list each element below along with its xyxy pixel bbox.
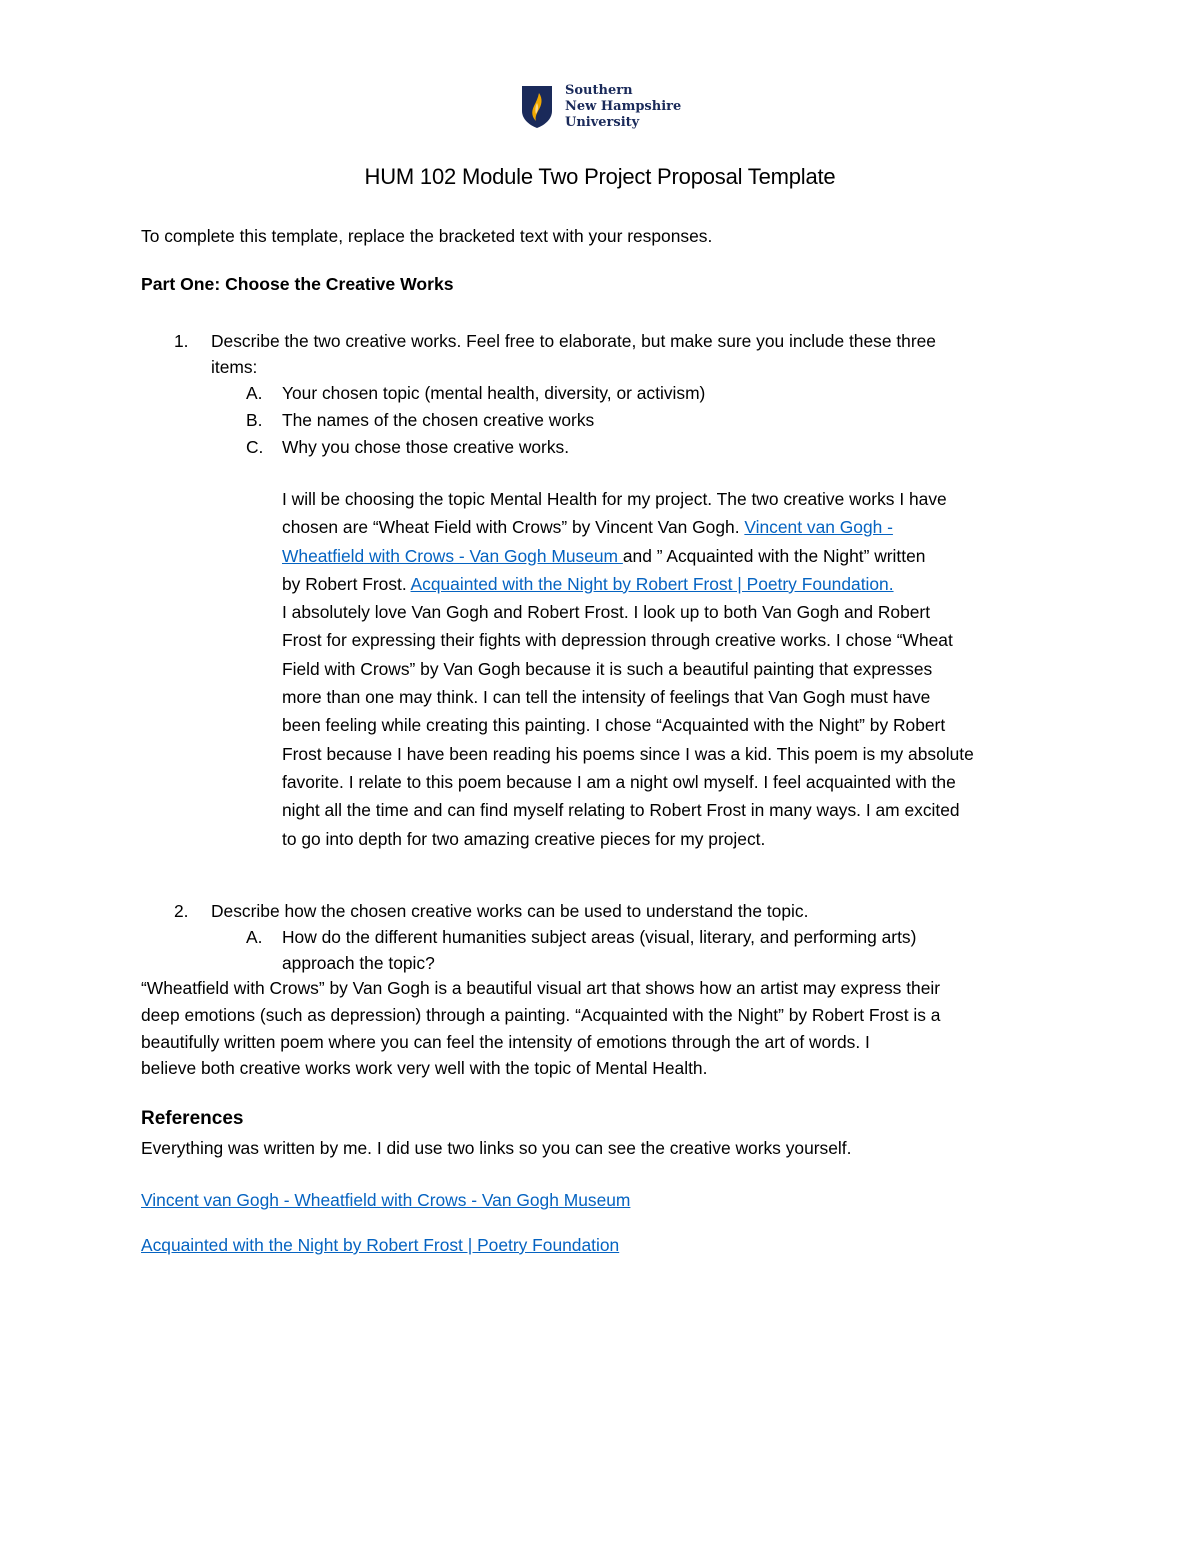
snhu-shield-icon <box>521 85 553 129</box>
answer1-line: night all the time and can find myself relating to Robert Frost in many ways. I am excited <box>282 800 960 821</box>
q1-text-line-1: Describe the two creative works. Feel free to elaborate, but make sure you include these three <box>211 331 936 351</box>
answer1-line <box>282 513 974 541</box>
answer1-line: to go into depth for two amazing creative pieces for my project. <box>282 828 766 849</box>
reference-poetry-foundation-link[interactable]: Acquainted with the Night by Robert Frost | Poetry Foundation <box>141 1235 620 1255</box>
logo-line-2: New Hampshire <box>565 99 682 114</box>
van-gogh-museum-link-continued[interactable]: Wheatfield with Crows - Van Gogh Museum <box>282 545 623 566</box>
answer1-line: Frost because I have been reading his poems since I was a kid. This poem is my absolute <box>282 743 974 764</box>
answer1-text: and ” Acquainted with the Night” written <box>622 545 926 566</box>
answer1-line: Frost for expressing their fights with depression through creative works. I chose “Wheat <box>282 630 953 651</box>
answer-1 <box>282 485 974 853</box>
part-one-heading: Part One: Choose the Creative Works <box>141 274 454 294</box>
answer1-line: I absolutely love Van Gogh and Robert Frost. I look up to both Van Gogh and Robert <box>282 602 931 623</box>
answer1-line: favorite. I relate to this poem because I am a night owl myself. I feel acquainted with the <box>282 771 956 792</box>
answer1-line: Field with Crows” by Van Gogh because it is such a beautiful painting that expresses <box>282 658 933 679</box>
answer1-text: by Robert Frost. <box>282 573 411 594</box>
reference-2 <box>141 1231 619 1259</box>
answer1-line <box>282 570 974 598</box>
q1-item-b-letter: B. <box>246 410 263 430</box>
logo-line-1: Southern <box>565 83 633 98</box>
poetry-foundation-link[interactable]: Acquainted with the Night by Robert Frost | Poetry Foundation. <box>410 573 894 594</box>
answer1-line: I will be choosing the topic Mental Health for my project. The two creative works I have <box>282 489 947 509</box>
q1-item-a-letter: A. <box>246 383 263 403</box>
university-logo <box>521 83 691 135</box>
reference-van-gogh-link[interactable]: Vincent van Gogh - Wheatfield with Crows - Van Gogh Museum <box>141 1190 631 1210</box>
logo-line-3: University <box>565 115 640 130</box>
document-title: HUM 102 Module Two Project Proposal Template <box>364 164 836 189</box>
q1-text-line-2: items: <box>211 357 258 377</box>
q1-item-c-letter: C. <box>246 437 264 457</box>
references-heading: References <box>141 1108 244 1129</box>
q2-item-a-line-2: approach the topic? <box>282 953 435 973</box>
q2-text: Describe how the chosen creative works can be used to understand the topic. <box>211 901 809 921</box>
answer2-line: deep emotions (such as depression) through a painting. “Acquainted with the Night” by Robert Frost is a <box>141 1004 941 1025</box>
answer2-line: beautifully written poem where you can feel the intensity of emotions through the art of words. I <box>141 1031 870 1052</box>
q1-item-c: Why you chose those creative works. <box>282 437 570 457</box>
q1-item-b: The names of the chosen creative works <box>282 410 595 430</box>
answer1-text: chosen are “Wheat Field with Crows” by Vincent Van Gogh. <box>282 517 745 538</box>
q2-number: 2. <box>174 901 189 921</box>
intro-text: To complete this template, replace the bracketed text with your responses. <box>141 226 713 246</box>
answer2-line: “Wheatfield with Crows” by Van Gogh is a beautiful visual art that shows how an artist may express their <box>141 978 941 998</box>
answer1-line: more than one may think. I can tell the intensity of feelings that Van Gogh must have <box>282 687 931 708</box>
q2-item-a-line-1: How do the different humanities subject areas (visual, literary, and performing arts) <box>282 927 917 947</box>
q1-number: 1. <box>174 331 189 351</box>
q2-item-a-letter: A. <box>246 927 263 947</box>
q1-item-a: Your chosen topic (mental health, diversity, or activism) <box>282 383 706 403</box>
answer1-line <box>282 542 974 570</box>
answer2-line: believe both creative works work very well with the topic of Mental Health. <box>141 1058 708 1079</box>
answer1-line: been feeling while creating this painting. I chose “Acquainted with the Night” by Robert <box>282 715 946 736</box>
university-name <box>565 83 681 131</box>
van-gogh-museum-link[interactable]: Vincent van Gogh - <box>744 517 893 538</box>
answer-2 <box>141 975 940 1082</box>
references-text: Everything was written by me. I did use two links so you can see the creative works yourself. <box>141 1138 852 1158</box>
reference-1 <box>141 1186 630 1214</box>
